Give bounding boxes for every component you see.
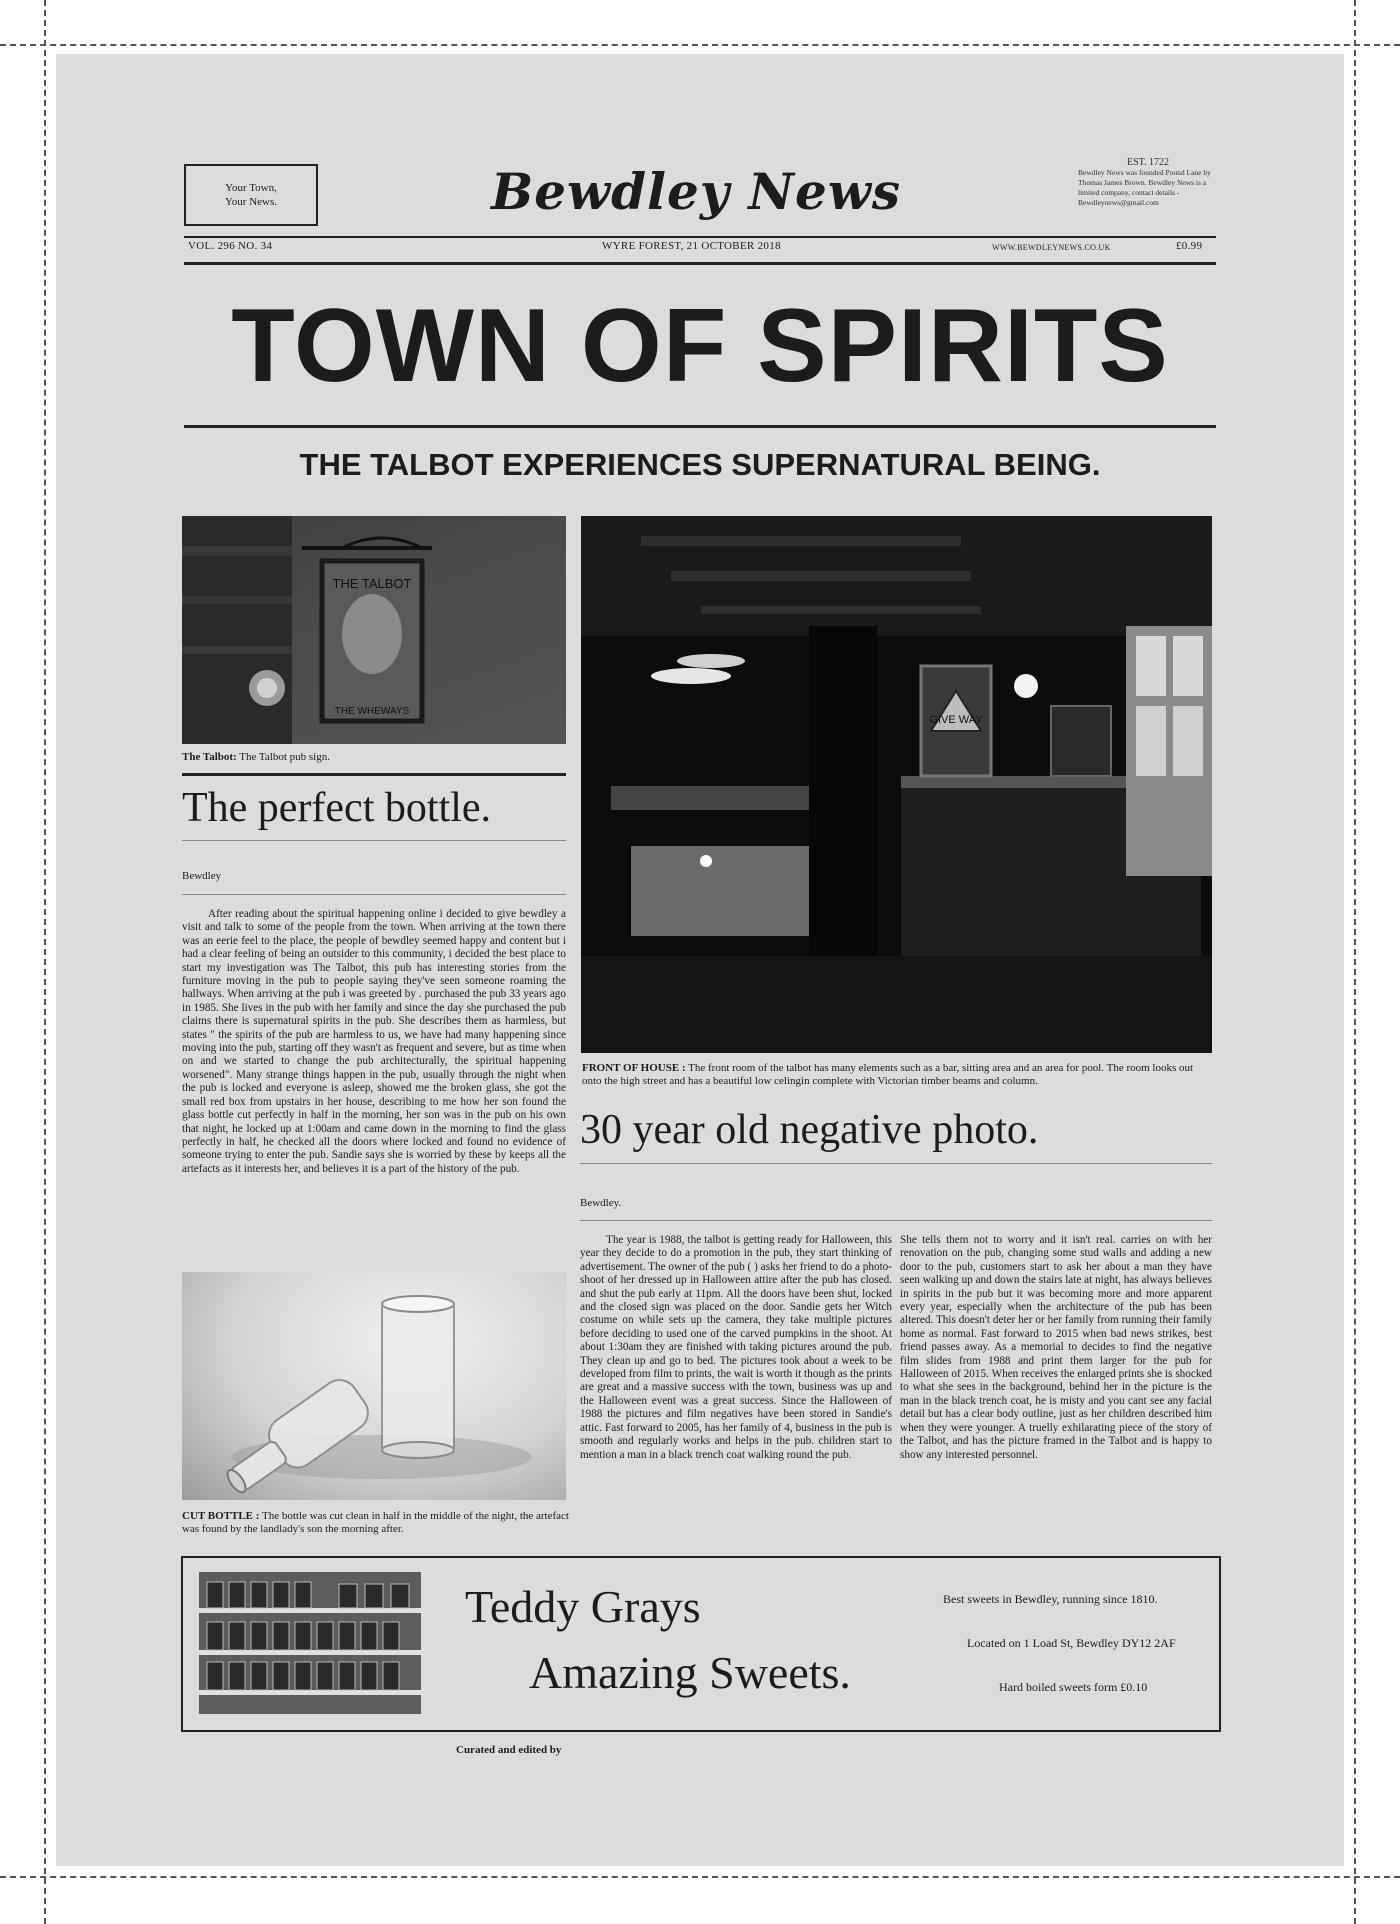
article1-paragraph: After reading about the spiritual happening online i decided to give bewdley a visit and talk to some of the people from the town. When arriving at the town there was an eerie feel to the place, the people of bewdley seemed happy and content but i had a clear feeling of being an outsider to this community, i decided the best place to start my investigation was The Talbot, this pub has interesting stories from the furniture moving in the pub to people saying they've seen someone roaming the hallways. When arriving at the pub i was greeted by . purchased the pub 33 years ago in 1985. She lives in the pub with her family and since the day she purchased the pub claims there is supernatural spirits in the pub. She describes them as harmless, but states " the spirits of the pub are harmless to us, we have had many happening since moving into the pub, starting off they wasn't as frequent and severe, but as time when on and we started to change the pub architecturally, the spiritual happening worsened". Many strange things happen in the pub, usually through the night when the pub is locked and everyone is asleep, showed me the broken glass, she got the small red box from upstairs in her house, describing to me how her son found the glass bottle cut perfectly in half in the morning, her son was in the pub on his own that night, he locked up at 1:00am and came down in the morning to find the glass perfectly in half, he checked all the doors where locked and found no evidence of someone trying to enter the pub. Sandie says she is worried by these by keeps all the artefacts as it interests her, and believes it is a part of the history of the pub. (182, 908, 566, 1175)
front-of-house-caption-label: FRONT OF HOUSE : (582, 1062, 686, 1074)
pub-sign-caption (182, 751, 566, 764)
article1-byline: Bewdley (182, 870, 222, 882)
headline-rule (184, 425, 1216, 428)
article2-title: 30 year old negative photo. (580, 1107, 1039, 1153)
subheadline: THE TALBOT EXPERIENCES SUPERNATURAL BEING. (299, 447, 1101, 482)
masthead-rule-top (184, 236, 1216, 238)
advert-info-2: Located on 1 Load St, Bewdley DY12 2AF (967, 1636, 1176, 1650)
article1-rule-top (182, 773, 566, 776)
pub-sign-caption-text: The Talbot pub sign. (239, 751, 330, 763)
pub-interior-illustration (581, 516, 1212, 1053)
headline: TOWN OF SPIRITS (231, 288, 1169, 404)
price: £0.99 (1176, 240, 1203, 252)
article2-byline: Bewdley. (580, 1197, 622, 1209)
motto-box (184, 164, 318, 226)
cut-bottle-caption (182, 1510, 580, 1536)
cut-bottle-photo (182, 1272, 566, 1500)
sweet-shop-photo (199, 1572, 421, 1714)
curated-credit: Curated and edited by (456, 1744, 562, 1756)
newspaper-title: Bewdley News (490, 162, 902, 221)
sign-bottom-text: THE WHEWAYS (334, 706, 410, 717)
article2-column-2 (900, 1234, 1212, 1462)
cut-bottle-caption-label: CUT BOTTLE : (182, 1510, 260, 1522)
cut-bottle-illustration (182, 1272, 566, 1500)
front-of-house-photo (581, 516, 1212, 1053)
article1-body (182, 908, 566, 1176)
motto-line-1: Your Town, (225, 182, 277, 194)
website: WWW.BEWDLEYNEWS.CO.UK (992, 243, 1111, 252)
article2-column-1 (580, 1234, 892, 1462)
article1-title: The perfect bottle. (182, 785, 492, 831)
sweet-jars-illustration (199, 1572, 421, 1714)
front-of-house-caption (582, 1062, 1214, 1088)
newspaper-page (56, 54, 1344, 1866)
crop-line-left (44, 0, 46, 1924)
article1-rule-byline (182, 894, 566, 895)
advert-box (181, 1556, 1221, 1732)
crop-line-right (1354, 0, 1356, 1924)
interior-sign-text: GIVE WAY (929, 714, 983, 726)
article2-paragraph-1: The year is 1988, the talbot is getting ready for Halloween, this year they decide to do a promotion in the pub, they start thinking of advertisement. The owner of the pub ( ) asks her friend to do a photo-shoot of her dressed up in Halloween attire after the pub has closed. and shut the pub early at 11pm. All the doors have been shut, locked and the closed sign was placed on the door. Sandie gets her Witch costume on while sets up the camera, they take multiple pictures before deciding to used one of the carved pumpkins in the shoot. At about 1:30am they are finished with taking pictures around the pub. They clean up and go to bed. The pictures took about a week to be developed from film to prints, the wait is worth it though as the prints are great and a massive success with the town, business was up and the Halloween event was a great success. Since the Halloween of 1988 the pictures and film negatives have been stored in Sandie's attic. Fast forward to 2005, has her family of 4, business in the pub is smooth and regularly works and helps in the pub. children start to mention a man in a black trench coat walking round the pub. (580, 1234, 892, 1461)
pub-sign-caption-label: The Talbot: (182, 751, 237, 763)
est-year: EST. 1722 (1126, 157, 1170, 168)
front-of-house-caption-text: The front room of the talbot has many elements such as a bar, sitting area and an area for pool. The room looks out onto the high street and has a beautiful low celingin complete with Victorian timber beams and column. (582, 1062, 1194, 1087)
article2-paragraph-2: She tells them not to worry and it isn't real. carries on with her renovation on the pub, changing some stud walls and adding a new door to the pub, customers start to ask her about a man they have seen walking up and down the stairs late at night, has always believes in spirits in the pub but it was becoming more and more apparent every year, especially when the architecture of the pub has been altered. This doesn't deter her or her family from running their family home as normal. Fast forward to 2015 when bad news strikes, best friend passes away. As a memorial to decides to find the negative film slides from 1988 and print them larger for the pub for Halloween of 2015. When receives the enlarged prints she is shocked to what she sees in the background, behind her in the picture is the man in the black trench coat, he is misty and you cant see any facial detail but has a clear body outline, just as her children described him when they were younger. A truelly exhilarating piece of the story of the Talbot, and has the picture framed in the Talbot and is happy to show any interested personnel. (900, 1234, 1212, 1461)
article1-rule-title (182, 840, 566, 841)
advert-info-1: Best sweets in Bewdley, running since 1810. (943, 1592, 1158, 1606)
volume-number: VOL. 296 NO. 34 (188, 240, 273, 252)
place-date: WYRE FOREST, 21 OCTOBER 2018 (602, 240, 781, 252)
pub-sign-illustration (182, 516, 566, 744)
article2-rule-byline (580, 1220, 1212, 1221)
crop-line-top (0, 44, 1400, 46)
advert-info-3: Hard boiled sweets form £0.10 (999, 1680, 1148, 1694)
advert-name-line-2: Amazing Sweets. (529, 1647, 851, 1698)
est-block (1078, 158, 1218, 208)
article2-rule-title (580, 1163, 1212, 1164)
cut-bottle-caption-text: The bottle was cut clean in half in the middle of the night, the artefact was found by the landlady's son the morning after. (182, 1510, 569, 1535)
sign-top-text: THE TALBOT (332, 576, 412, 591)
est-about: Bewdley News was founded Pound Lane by Thomas James Brown. Bewdley News is a limited company, contact details - Bewdleynews@gmail.com (1078, 168, 1211, 207)
advert-name-line-1: Teddy Grays (465, 1581, 701, 1632)
crop-line-bottom (0, 1876, 1400, 1878)
motto-line-2: Your News. (224, 196, 278, 208)
pub-sign-photo (182, 516, 566, 744)
masthead-rule-bottom (184, 262, 1216, 265)
